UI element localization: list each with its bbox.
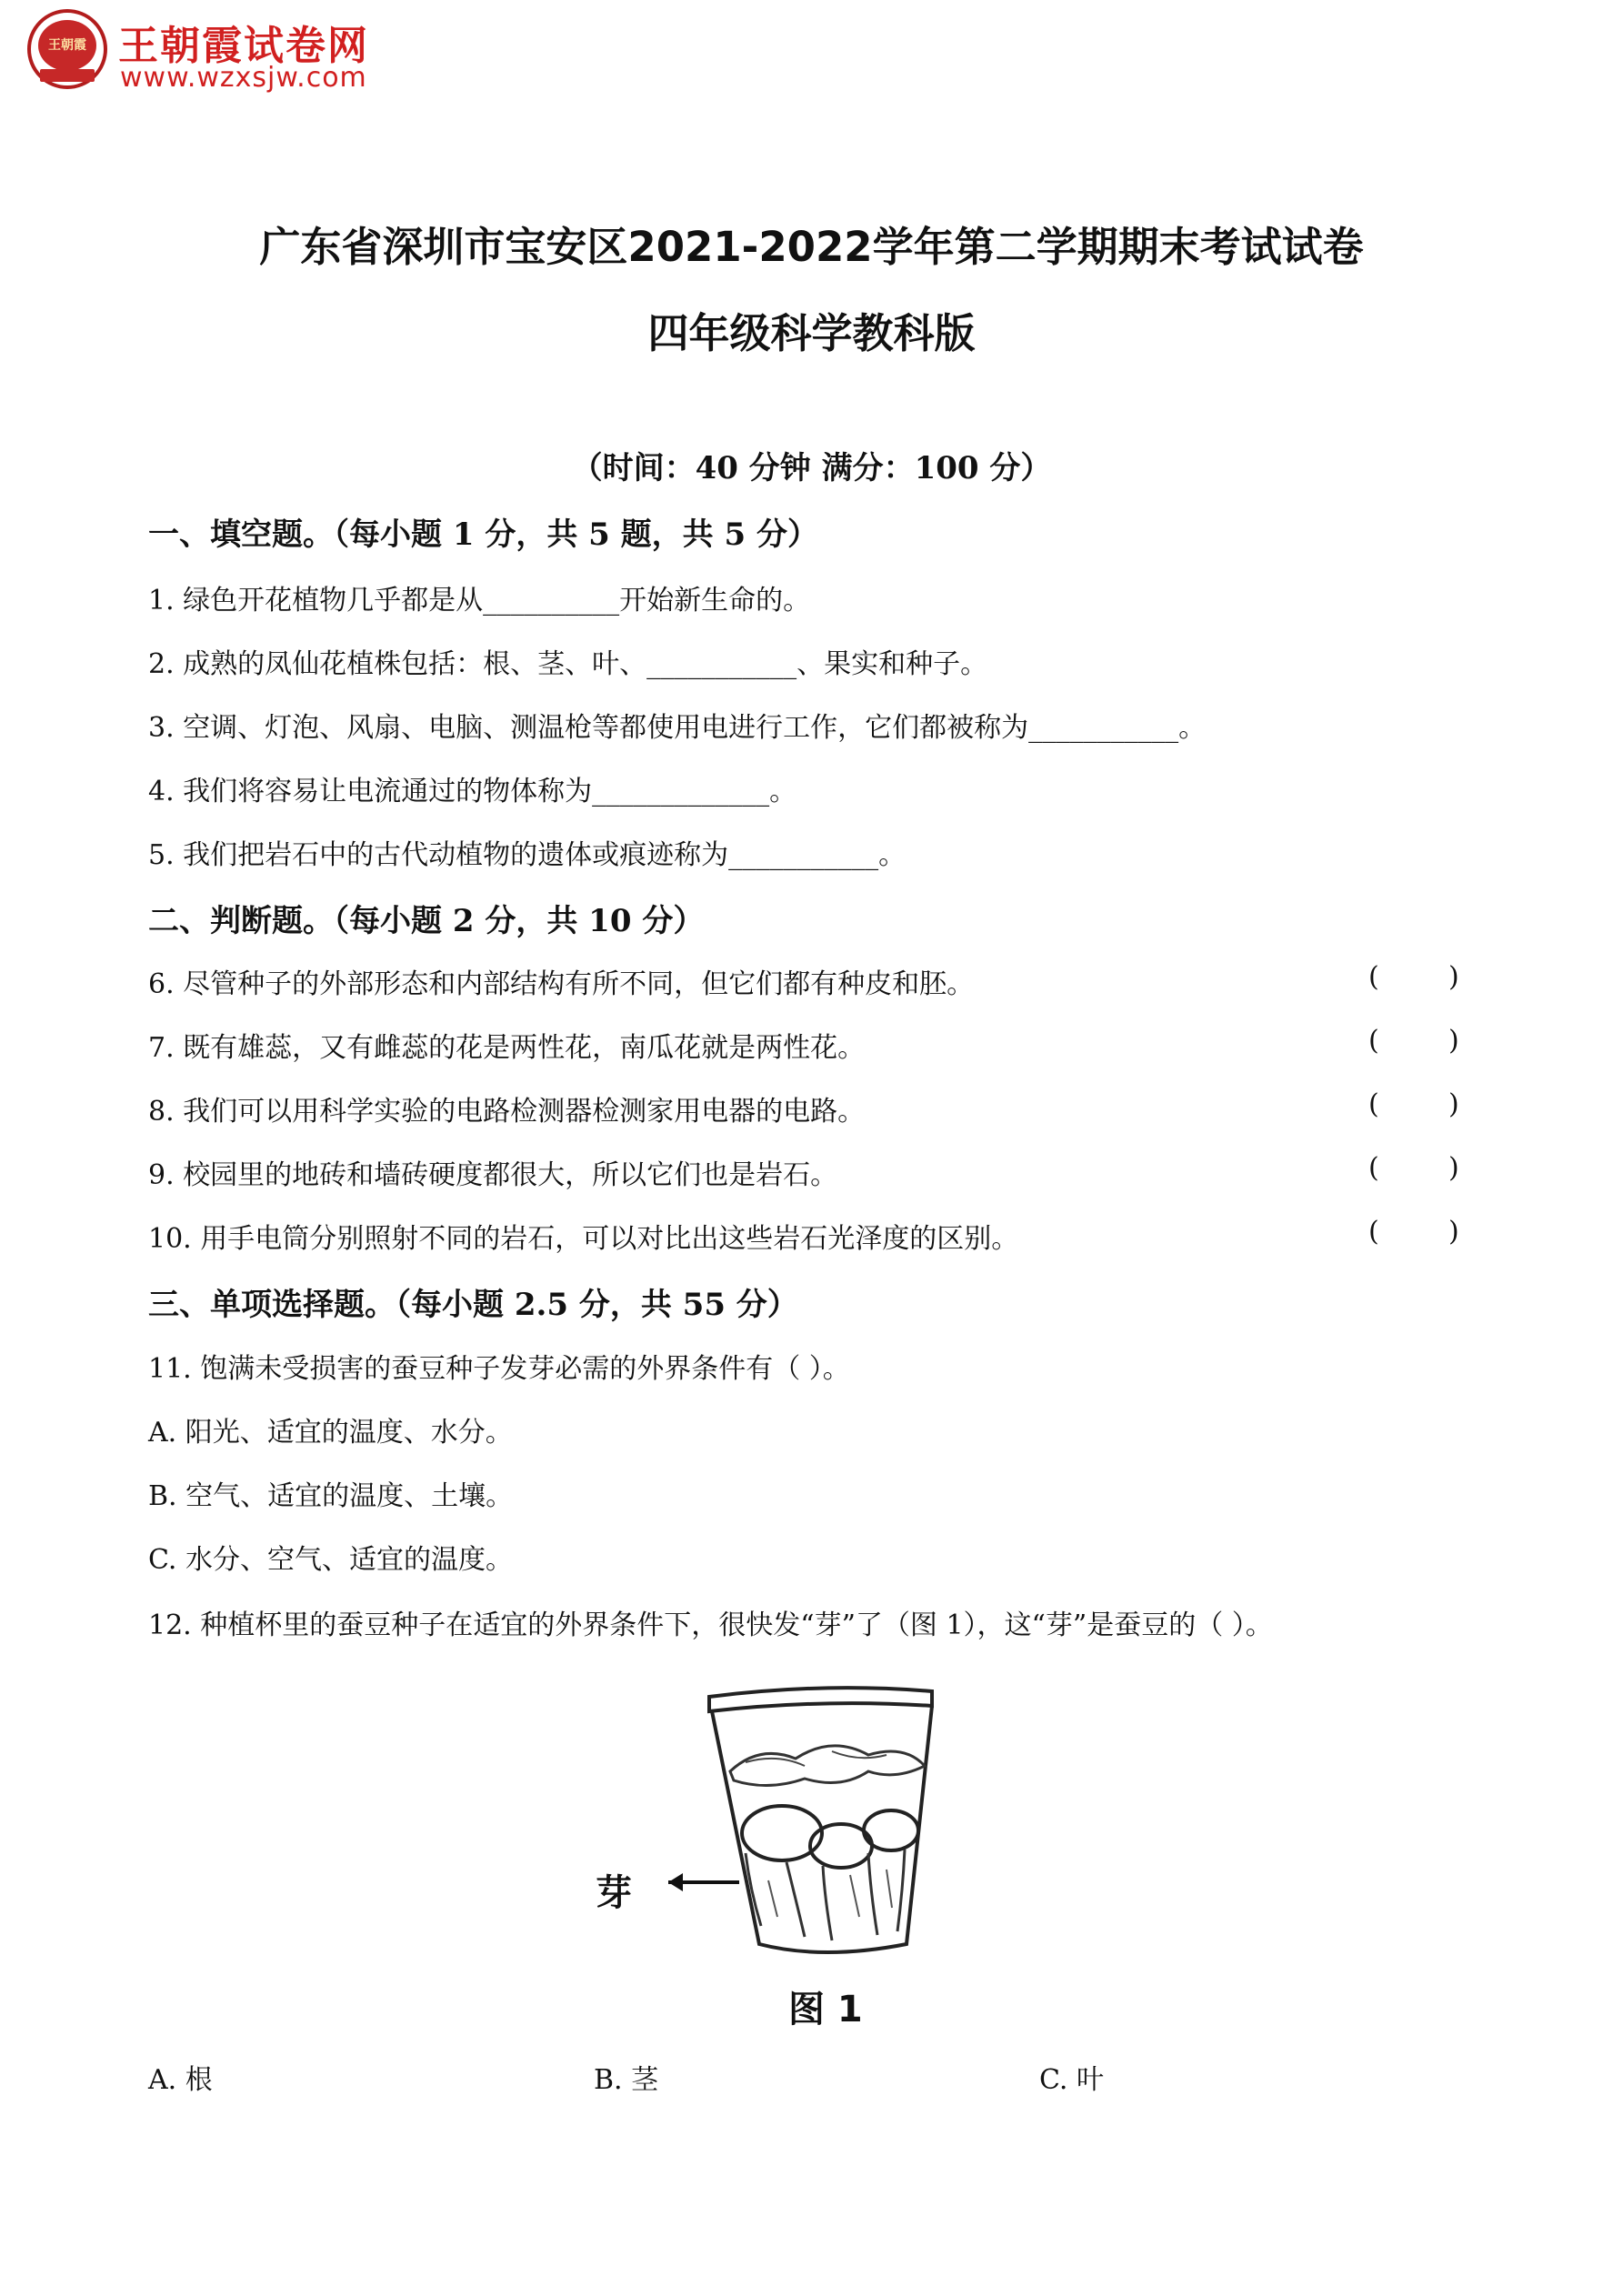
answer-paren-8: ( ) [1368,1088,1459,1120]
exam-subtitle: 四年级科学教科版 [647,309,976,357]
question-12: 12. 种植杯里的蚕豆种子在适宜的外界条件下，很快发“芽”了（图 1），这“芽”是蚕豆的（ ）。 [148,1609,1273,1641]
question-10: 10. 用手电筒分别照射不同的岩石，可以对比出这些岩石光泽度的区别。 [148,1223,1019,1255]
brand-url[interactable]: www.wzxsjw.com [120,62,367,94]
question-5: 5. 我们把岩石中的古代动植物的遗体或痕迹称为___________。 [148,839,907,871]
logo-text: 王朝霞 [38,20,96,71]
sprout-label: 芽 [596,1872,632,1914]
question-11-option-b: B. 空气、适宜的温度、土壤。 [148,1480,514,1512]
question-1: 1. 绿色开花植物几乎都是从__________开始新生命的。 [148,585,811,617]
question-4: 4. 我们将容易让电流通过的物体称为_____________。 [148,776,797,807]
exam-title: 广东省深圳市宝安区2021-2022学年第二学期期末考试试卷 [259,223,1364,271]
answer-paren-10: ( ) [1368,1216,1459,1248]
question-8: 8. 我们可以用科学实验的电路检测器检测家用电器的电路。 [148,1096,866,1128]
question-2: 2. 成熟的凤仙花植株包括：根、茎、叶、___________、果实和种子。 [148,648,988,680]
question-12-option-c: C. 叶 [1039,2064,1104,2096]
question-12-option-b: B. 茎 [594,2064,659,2096]
site-logo [27,9,107,89]
question-12-option-a: A. 根 [148,2064,213,2096]
brand-name: 王朝霞试卷网 [118,23,369,69]
figure-1-planting-cup [596,1671,968,2044]
logo-ribbon [40,69,95,82]
answer-paren-6: ( ) [1368,961,1459,993]
question-6: 6. 尽管种子的外部形态和内部结构有所不同，但它们都有种皮和胚。 [148,968,975,1000]
question-11-option-a: A. 阳光、适宜的温度、水分。 [148,1417,513,1449]
answer-paren-9: ( ) [1368,1152,1459,1184]
section-multiple-choice: 三、单项选择题。（每小题 2.5 分，共 55 分） [148,1287,798,1323]
answer-paren-7: ( ) [1368,1025,1459,1057]
exam-info: （时间：40 分钟 满分：100 分） [571,450,1052,486]
question-11: 11. 饱满未受损害的蚕豆种子发芽必需的外界条件有（ ）。 [148,1353,850,1385]
figure-caption: 图 1 [788,1989,863,2030]
section-true-false: 二、判断题。（每小题 2 分，共 10 分） [148,903,705,939]
question-9: 9. 校园里的地砖和墙砖硬度都很大，所以它们也是岩石。 [148,1159,838,1191]
section-fill-in: 一、填空题。（每小题 1 分，共 5 题，共 5 分） [148,516,818,553]
question-7: 7. 既有雄蕊，又有雌蕊的花是两性花，南瓜花就是两性花。 [148,1032,866,1064]
question-3: 3. 空调、灯泡、风扇、电脑、测温枪等都使用电进行工作，它们都被称为___________。 [148,712,1207,744]
question-11-option-c: C. 水分、空气、适宜的温度。 [148,1544,513,1576]
